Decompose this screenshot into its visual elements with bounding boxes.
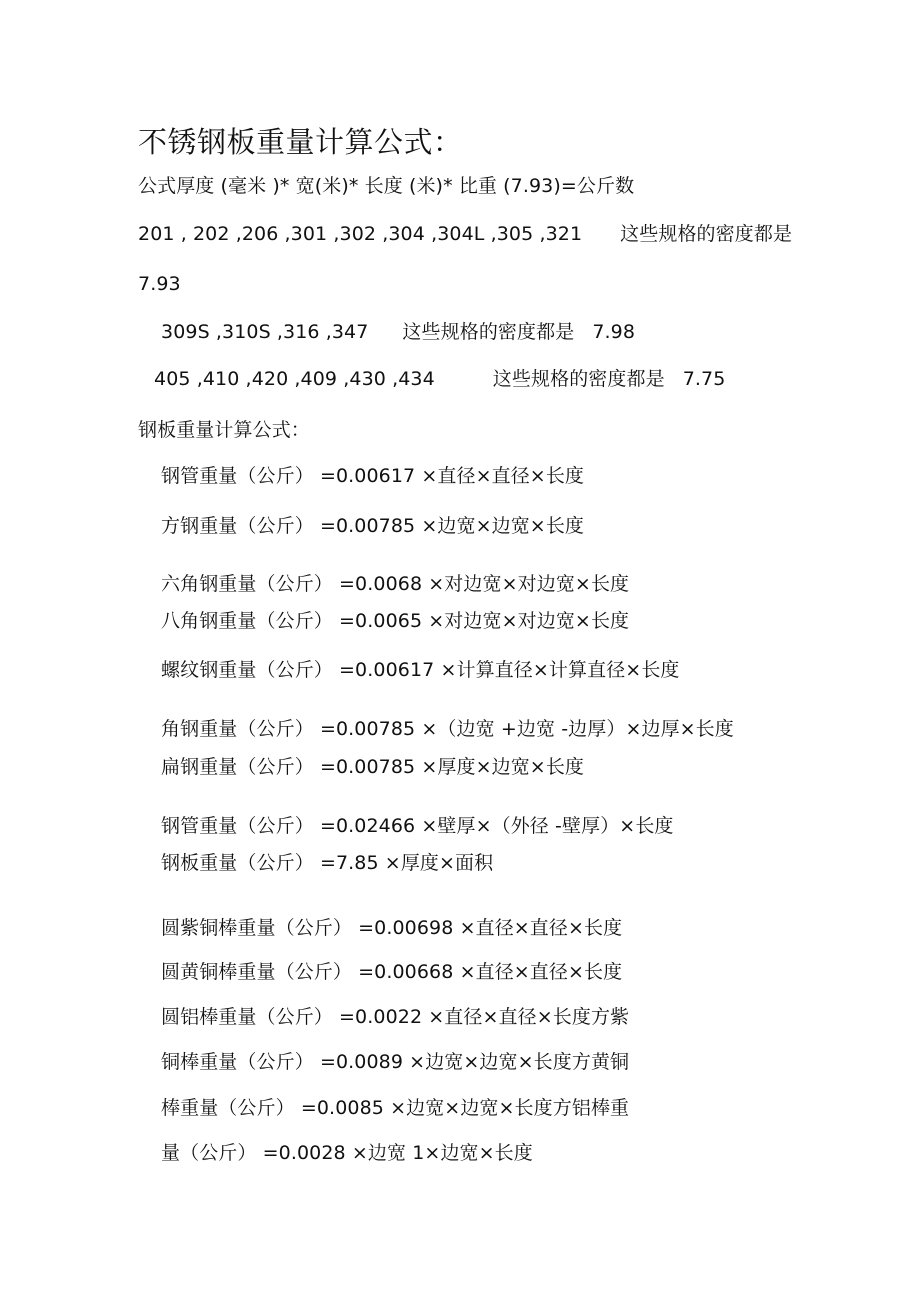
density-group-1-note: 这些规格的密度都是 [620,223,793,245]
formula-line: 棒重量（公斤） =0.0085 ×边宽×边宽×长度方铝棒重 [161,1097,630,1119]
density-group-3-note: 这些规格的密度都是 [492,368,665,390]
density-group-2-value: 7.98 [592,321,636,343]
formula-line: 钢管重量（公斤） =0.02466 ×壁厚×（外径 -壁厚）×长度 [161,815,674,837]
formula-line: 八角钢重量（公斤） =0.0065 ×对边宽×对边宽×长度 [161,610,630,632]
formula-line: 螺纹钢重量（公斤） =0.00617 ×计算直径×计算直径×长度 [161,659,680,681]
density-group-2-grades: 309S ,310S ,316 ,347 [161,321,369,343]
formula-line: 方钢重量（公斤） =0.00785 ×边宽×边宽×长度 [161,515,585,537]
section-heading: 钢板重量计算公式： [138,419,310,441]
main-formula: 公式厚度 (毫米 )* 宽(米)* 长度 (米)* 比重 (7.93)=公斤数 [138,175,635,197]
formula-line: 圆紫铜棒重量（公斤） =0.00698 ×直径×直径×长度 [161,917,623,939]
formula-line: 钢管重量（公斤） =0.00617 ×直径×直径×长度 [161,465,585,487]
density-group-3 [154,367,725,391]
density-group-1-grades: 201 , 202 ,206 ,301 ,302 ,304 ,304L ,305 ,321 [138,223,583,245]
formula-line: 圆黄铜棒重量（公斤） =0.00668 ×直径×直径×长度 [161,961,623,983]
formula-line: 铜棒重量（公斤） =0.0089 ×边宽×边宽×长度方黄铜 [161,1051,630,1073]
formula-line: 钢板重量（公斤） =7.85 ×厚度×面积 [161,852,494,874]
formula-line: 六角钢重量（公斤） =0.0068 ×对边宽×对边宽×长度 [161,573,630,595]
density-group-3-grades: 405 ,410 ,420 ,409 ,430 ,434 [154,368,435,390]
density-group-3-value: 7.75 [682,368,726,390]
formula-line: 角钢重量（公斤） =0.00785 ×（边宽 +边宽 -边厚）×边厚×长度 [161,718,734,740]
document-title: 不锈钢板重量计算公式： [138,125,463,159]
density-group-1 [138,222,792,246]
density-group-2-note: 这些规格的密度都是 [402,321,575,343]
density-group-1-value: 7.93 [138,273,181,295]
density-group-2 [161,320,635,344]
formula-line: 圆铝棒重量（公斤） =0.0022 ×直径×直径×长度方紫 [161,1006,630,1028]
formula-line: 量（公斤） =0.0028 ×边宽 1×边宽×长度 [161,1142,533,1164]
formula-line: 扁钢重量（公斤） =0.00785 ×厚度×边宽×长度 [161,756,585,778]
